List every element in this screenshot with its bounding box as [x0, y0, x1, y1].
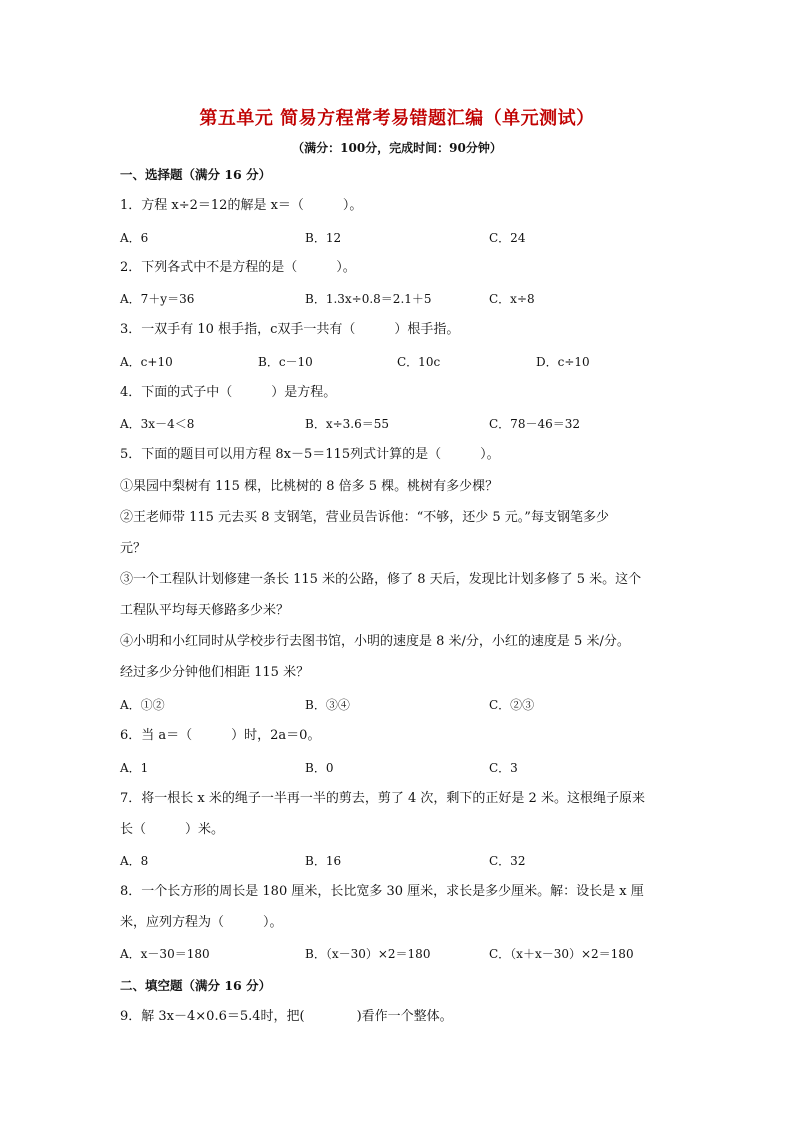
q5-item-2-cont: 元？ — [120, 541, 147, 556]
q6-option-b: B．0 — [305, 761, 334, 775]
q5-option-b: B．③④ — [305, 698, 350, 712]
q5-item-3-cont: 工程队平均每天修路多少米？ — [120, 603, 290, 618]
q5-item-4-cont: 经过多少分钟他们相距 115 米？ — [120, 665, 310, 680]
q6-option-c: C．3 — [489, 761, 518, 775]
q2-option-a: A．7＋y＝36 — [120, 292, 195, 306]
q3-option-d: D．c÷10 — [536, 355, 590, 369]
question-7: 7．将一根长 x 米的绳子一半再一半的剪去，剪了 4 次，剩下的正好是 2 米。这根绳子原来 — [120, 791, 645, 806]
page-subtitle: （满分：100分，完成时间：90分钟） — [292, 141, 502, 155]
q5-item-4: ④小明和小红同时从学校步行去图书馆，小明的速度是 8 米/分，小红的速度是 5 米/分。 — [120, 634, 630, 649]
question-6: 6．当 a＝（ ）时，2a＝0。 — [120, 728, 321, 743]
section-choice-heading: 一、选择题（满分 16 分） — [120, 167, 272, 182]
question-8-cont: 米，应列方程为（ ）。 — [120, 915, 283, 930]
q8-option-b: B．（x－30）×2＝180 — [305, 947, 431, 961]
q1-option-b: B．12 — [305, 231, 342, 245]
q7-option-b: B．16 — [305, 854, 342, 868]
q7-option-c: C．32 — [489, 854, 526, 868]
q5-item-3: ③一个工程队计划修建一条长 115 米的公路，修了 8 天后，发现比计划多修了 5 米。这个 — [120, 572, 642, 587]
q8-option-c: C．（x＋x－30）×2＝180 — [489, 947, 634, 961]
q2-option-b: B．1.3x÷0.8＝2.1＋5 — [305, 292, 432, 306]
q4-option-a: A．3x－4＜8 — [120, 417, 195, 431]
question-7-cont: 长（ ）米。 — [120, 822, 225, 837]
q4-option-c: C．78－46＝32 — [489, 417, 580, 431]
question-9: 9．解 3x－4×0.6＝5.4时，把( )看作一个整体。 — [120, 1009, 453, 1024]
question-1: 1．方程 x÷2＝12的解是 x＝（ ）。 — [120, 198, 363, 213]
page-title: 第五单元 简易方程常考易错题汇编（单元测试） — [199, 108, 595, 129]
q7-option-a: A．8 — [120, 854, 149, 868]
q6-option-a: A．1 — [120, 761, 149, 775]
q3-option-c: C．10c — [397, 355, 441, 369]
question-4: 4．下面的式子中（ ）是方程。 — [120, 385, 337, 400]
question-8: 8．一个长方形的周长是 180 厘米，长比宽多 30 厘米，求长是多少厘米。解：设长是 x 厘 — [120, 884, 644, 899]
q3-option-b: B．c－10 — [258, 355, 313, 369]
question-2: 2．下列各式中不是方程的是（ ）。 — [120, 260, 356, 275]
q5-item-1: ①果园中梨树有 115 棵，比桃树的 8 倍多 5 棵。桃树有多少棵？ — [120, 479, 499, 494]
q1-option-c: C．24 — [489, 231, 526, 245]
section-fill-heading: 二、填空题（满分 16 分） — [120, 978, 272, 993]
q4-option-b: B．x÷3.6＝55 — [305, 417, 389, 431]
q2-option-c: C．x÷8 — [489, 292, 535, 306]
question-3: 3．一双手有 10 根手指，c双手一共有（ ）根手指。 — [120, 322, 460, 337]
q1-option-a: A．6 — [120, 231, 149, 245]
q3-option-a: A．c+10 — [120, 355, 173, 369]
q8-option-a: A．x－30＝180 — [120, 947, 210, 961]
question-5: 5．下面的题目可以用方程 8x－5＝115列式计算的是（ ）。 — [120, 447, 500, 462]
q5-option-a: A．①② — [120, 698, 165, 712]
q5-item-2: ②王老师带 115 元去买 8 支钢笔，营业员告诉他：“不够，还少 5 元。”每支钢笔多少 — [120, 510, 609, 525]
q5-option-c: C．②③ — [489, 698, 535, 712]
